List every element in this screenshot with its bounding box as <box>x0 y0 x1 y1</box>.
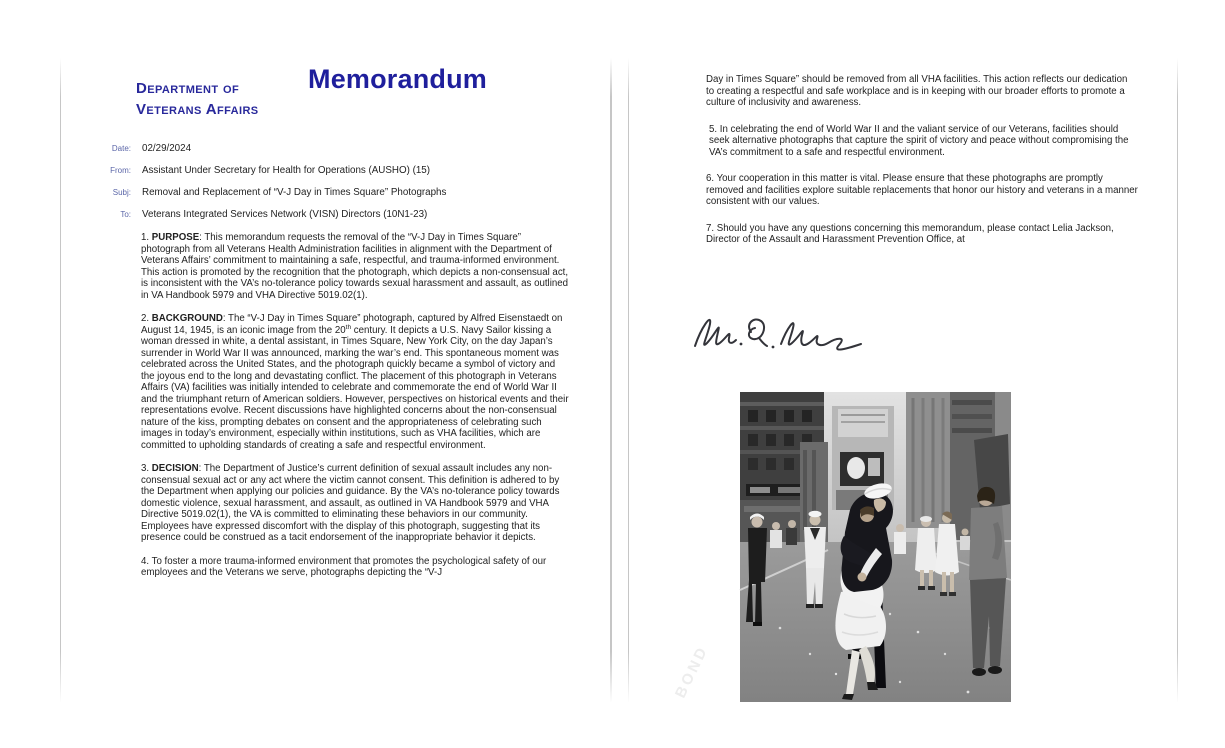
p3-number: 3. <box>141 463 152 474</box>
paragraph-1-purpose <box>141 232 571 301</box>
vj-day-photo-svg <box>671 392 1011 702</box>
paragraph-7: 7. Should you have any questions concerning this memorandum, please contact Lelia Jackson, Director of the Assault and Harassment Prevention Office, at <box>706 222 1114 245</box>
paragraph-2-background <box>141 313 571 451</box>
p2-superscript: th <box>345 323 352 331</box>
letterhead-line1: Department of <box>136 80 240 97</box>
date-value: 02/29/2024 <box>142 143 192 154</box>
page1-right-edge <box>610 58 612 703</box>
to-value: Veterans Integrated Services Network (VISN) Directors (10N1-23) <box>142 209 428 220</box>
signature-svg <box>681 292 881 372</box>
paragraph-4-continued: Day in Times Square” should be removed from all VHA facilities. This action reflects our dedication to creating a respectful and safe workplace and is in keeping with our broader efforts to promote a culture of inclusivity and awareness. <box>706 74 1128 108</box>
signature-image <box>681 292 881 372</box>
memo-page-1 <box>61 34 610 704</box>
date-label: Date: <box>111 144 131 153</box>
p3-text: : The Department of Justice’s current definition of sexual assault includes any non-consensual sexual act or any act where the victim cannot consent. This definition is adhered to by the Department when applying our policies and guidance. By the VA’s no-tolerance policy towards domestic violence, sexual harassment, and assault, as outlined in VA Handbook 5979 and VHA Directive 5019.02(1), the VA is committed to eliminating these behaviors in our community. Employees have expressed discomfort with the display of this photograph, suggesting that its presence could be construed as a tacit endorsement of the inappropriate behavior it depicts. <box>141 463 560 543</box>
va-letterhead <box>136 78 259 121</box>
from-value: Assistant Under Secretary for Health for Operations (AUSHO) (15) <box>142 165 431 176</box>
p1-text: : This memorandum requests the removal of the “V-J Day in Times Square” photograph from all Veterans Health Administration facilities in alignment with the Department of Veterans Affairs’ commitment to maintaining a safe, respectful, and trauma-informed environment. This action is promoted by the recognition that the photograph, which depicts a non-consensual act, is inconsistent with the VA’s no-tolerance policy towards sexual harassment and assault, as outlined in VA Handbook 5979 and VHA Directive 5019.02(1). <box>141 232 569 301</box>
page1-body <box>141 232 571 591</box>
bond-sign-text: BOND <box>671 642 712 701</box>
page2-body <box>706 74 1138 261</box>
paragraph-3-decision <box>141 463 571 544</box>
p2-text-b: century. It depicts a U.S. Navy Sailor kissing a woman dressed in white, a dental assistant, in Times Square, New York City, on the day Japan’s surrender in World War II was announced, marking the war’s end. This spontaneous moment was celebrated across the United States, and the photograph quickly became a symbol of victory and the joyous end to the long and devastating conflict. The placement of this photograph in Veterans Affairs (VA) facilities was initially intended to celebrate and commemorate the end of World War II and the triumphant return of American soldiers. However, perspectives on historical events and their representations evolve. Recent discussions have highlighted concerns about the non-consensual nature of the kiss, prompting debates on consent and the appropriateness of celebrating such images in today’s environment, especially within institutions, such as VHA facilities, which are committed to upholding standards of creating a safe and respectful environment. <box>141 324 569 451</box>
paragraph-4-start: 4. To foster a more trauma-informed environment that promotes the psychological safety of our employees and the Veterans we serve, photographs depicting the “V-J <box>141 555 547 578</box>
meta-row-from <box>91 160 430 178</box>
p3-lead: DECISION <box>151 463 199 474</box>
paragraph-6: 6. Your cooperation in this matter is vital. Please ensure that these photographs are promptly removed and facilities explore suitable replacements that honor our history and veterans in a manner consistent with our values. <box>706 173 1138 207</box>
meta-row-subj <box>91 182 446 200</box>
letterhead-line2: Veterans Affairs <box>136 101 259 119</box>
subj-value: Removal and Replacement of “V-J Day in Times Square” Photographs <box>142 187 447 198</box>
memo-title: Memorandum <box>308 64 488 94</box>
from-label: From: <box>110 166 131 175</box>
meta-row-to <box>91 204 427 222</box>
to-label: To: <box>120 210 131 219</box>
vj-day-photograph <box>671 392 1011 702</box>
subj-label: Subj: <box>112 188 131 197</box>
p1-number: 1. <box>141 232 152 243</box>
paragraph-5: 5. In celebrating the end of World War II and the valiant service of our Veterans, facilities should seek alternative photographs that capture the spirit of victory and peace without compromising the VA’s commitment to a safe and respectful environment. <box>709 123 1129 158</box>
p2-number: 2. <box>141 313 152 324</box>
p1-lead: PURPOSE <box>151 232 200 243</box>
memo-page-2 <box>629 34 1177 704</box>
meta-row-date <box>91 138 191 156</box>
p2-lead: BACKGROUND <box>151 313 223 324</box>
p2-text-a: : The “V-J Day in Times Square” photograph, captured by Alfred Eisenstaedt on August 14, 1945, is an iconic image from the 20 <box>141 313 563 336</box>
